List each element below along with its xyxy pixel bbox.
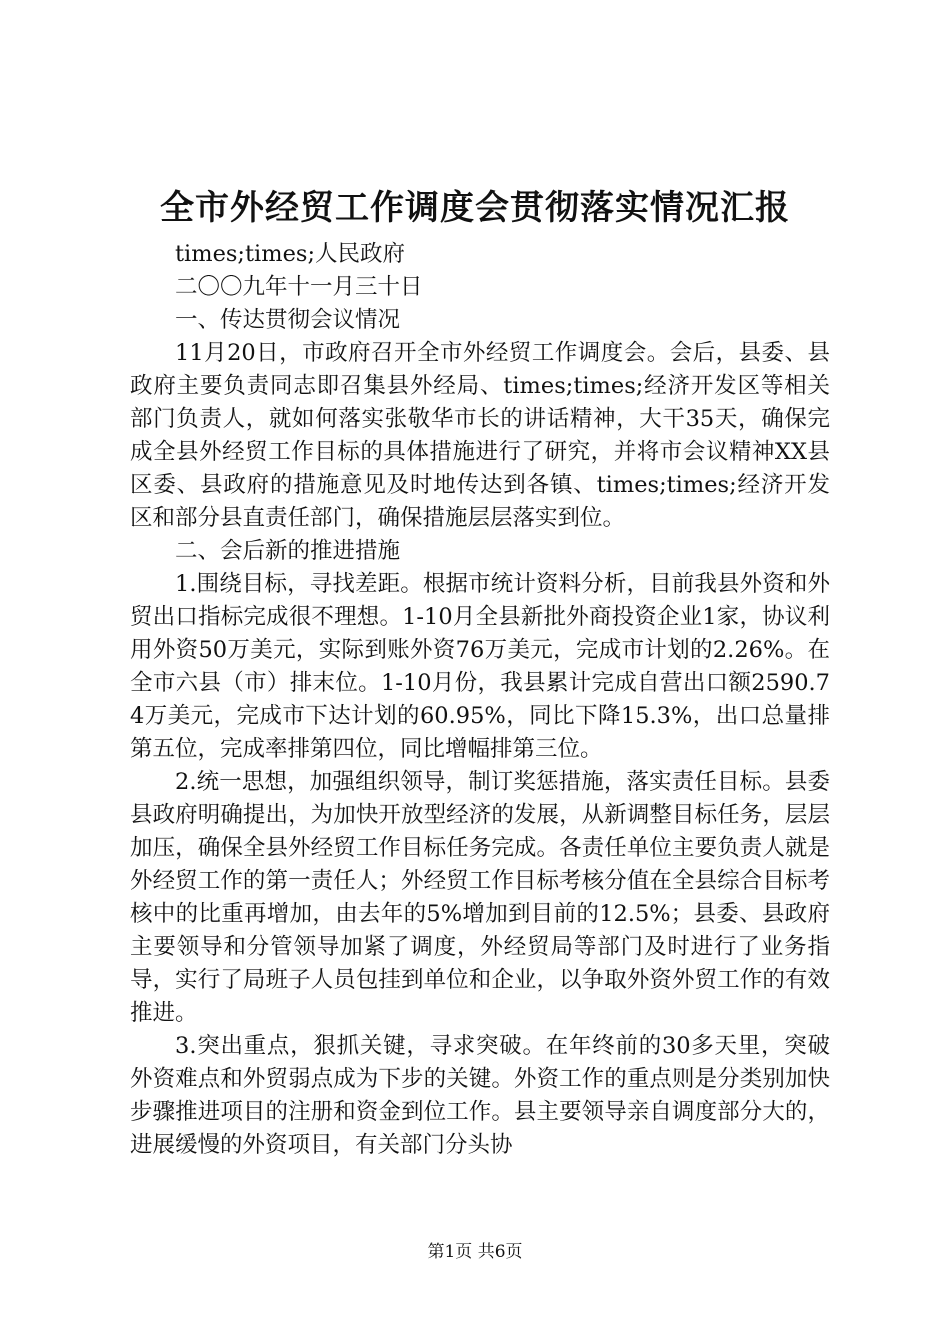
date-line: 二〇〇九年十一月三十日 xyxy=(175,274,423,300)
paragraph: 3.突出重点，狠抓关键，寻求突破。在年终前的30多天里，突破外资难点和外贸弱点成为下步的关键。外资工作的重点则是分类别加快步骤推进项目的注册和资金到位工作。县主要领导亲自调度部分大的，进展缓慢的外资项目，有关部门分头协 xyxy=(130,1033,830,1158)
paragraph: 1.围绕目标，寻找差距。根据市统计资料分析，目前我县外资和外贸出口指标完成很不理想。1-10月全县新批外商投资企业1家，协议利用外资50万美元，实际到账外资76万美元，完成市计划的2.26%。在全市六县（市）排末位。1-10月份，我县累计完成自营出口额2590.74万美元，完成市下达计划的60.95%，同比下降15.3%，出口总量排第五位，完成率排第四位，同比增幅排第三位。 xyxy=(130,571,830,762)
document-title: 全市外经贸工作调度会贯彻落实情况汇报 xyxy=(160,188,790,228)
document-body xyxy=(130,238,830,1162)
paragraph: 2.统一思想，加强组织领导，制订奖惩措施，落实责任目标。县委县政府明确提出，为加快开放型经济的发展，从新调整目标任务，层层加压，确保全县外经贸工作目标任务完成。各责任单位主要负责人就是外经贸工作的第一责任人；外经贸工作目标考核分值在全县综合目标考核中的比重再增加，由去年的5%增加到目前的12.5%；县委、县政府主要领导和分管领导加紧了调度，外经贸局等部门及时进行了业务指导，实行了局班子人员包挂到单位和企业，以争取外资外贸工作的有效推进。 xyxy=(130,769,830,1026)
issuer-line: times;times;人民政府 xyxy=(175,241,406,267)
paragraph: 11月20日，市政府召开全市外经贸工作调度会。会后，县委、县政府主要负责同志即召集县外经局、times;times;经济开发区等相关部门负责人，就如何落实张敬华市长的讲话精神，大干35天，确保完成全县外经贸工作目标的具体措施进行了研究，并将市会议精神XX县区委、县政府的措施意见及时地传达到各镇、times;times;经济开发区和部分县直责任部门，确保措施层层落实到位。 xyxy=(130,340,830,531)
page-footer: 第1页 共6页 xyxy=(427,1242,523,1262)
section-heading-2: 二、会后新的推进措施 xyxy=(175,538,401,564)
section-heading-1: 一、传达贯彻会议情况 xyxy=(175,307,401,333)
